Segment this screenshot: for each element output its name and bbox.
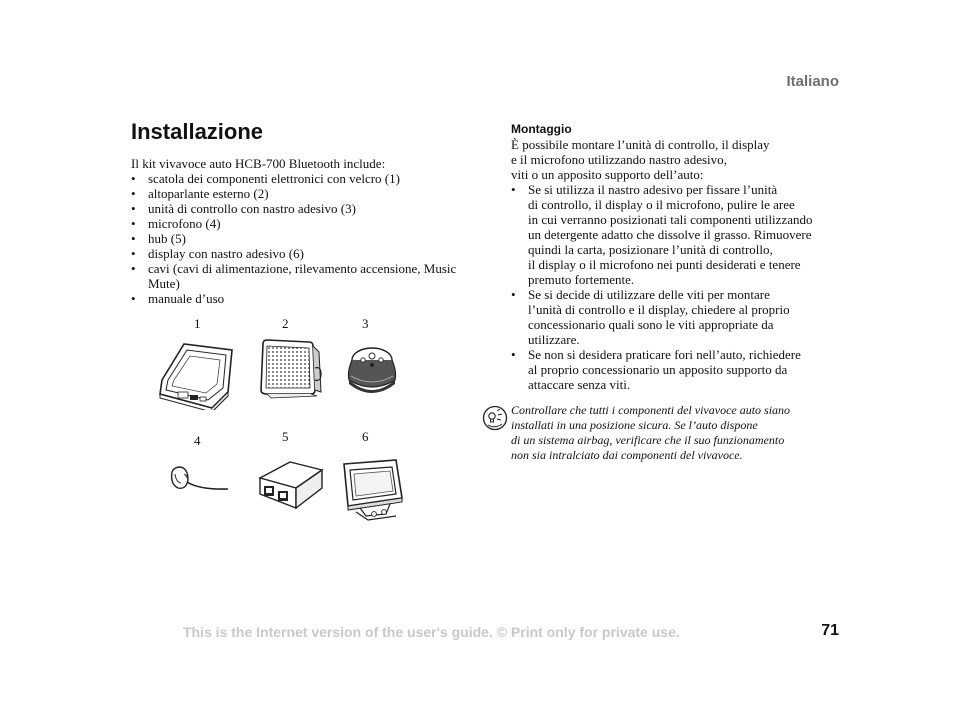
section-heading: Montaggio	[511, 122, 572, 136]
electronics-box-icon	[156, 340, 236, 410]
list-item: • scatola dei componenti elettronici con velcro (1)	[131, 171, 461, 186]
mounting-options-list	[511, 182, 841, 392]
speaker-icon	[255, 338, 325, 402]
figure-label-3: 3	[362, 316, 369, 331]
language-label: Italiano	[786, 73, 839, 90]
kit-intro: Il kit vivavoce auto HCB-700 Bluetooth include:	[131, 156, 386, 171]
microphone-icon	[166, 462, 234, 496]
tip-icon	[482, 405, 508, 431]
kit-contents-list	[131, 171, 461, 306]
page-title: Installazione	[131, 119, 264, 144]
note-text: Controllare che tutti i componenti del vivavoce auto siano installati in una posizione sicura. Se l’auto dispone di un sistema airbag, verificare che il suo funzionamento non sia intralciato dai componenti del vivavoce.	[511, 403, 791, 462]
footer-notice: This is the Internet version of the user's guide. © Print only for private use.	[183, 624, 680, 640]
list-item: • hub (5)	[131, 231, 461, 246]
list-item: • altoparlante esterno (2)	[131, 186, 461, 201]
list-item: • Se si utilizza il nastro adesivo per fissare l’unità di controllo, il display o il microfono, pulire le aree in cui verranno posizionati tali componenti utilizzando un detergente adatto che dissolve il grasso. Rimuovere quindi la carta, posizionare l’unità di controllo, il display o il microfono nei punti desiderati e tenere premuto fortemente.	[511, 182, 841, 287]
hub-icon	[256, 458, 326, 514]
mounting-intro: È possibile montare l’unità di controllo, il display e il microfono utilizzando nastro adesivo, viti o un apposito supporto dell’auto:	[511, 137, 770, 182]
list-item: • unità di controllo con nastro adesivo (3)	[131, 201, 461, 216]
control-unit-icon	[341, 338, 403, 400]
list-item: • manuale d’uso	[131, 291, 461, 306]
page-number: 71	[821, 622, 839, 639]
left-column	[131, 118, 461, 306]
figure-label-4: 4	[194, 433, 201, 448]
display-icon	[338, 456, 408, 524]
list-item: • Se non si desidera praticare fori nell’auto, richiedere al proprio concessionario un apposito supporto da attaccare senza viti.	[511, 347, 841, 392]
right-column	[511, 121, 841, 392]
list-item: • Se si decide di utilizzare delle viti per montare l’unità di controllo e il display, chiedere al proprio concessionario quali sono le viti appropriate da utilizzare.	[511, 287, 841, 347]
list-item: • display con nastro adesivo (6)	[131, 246, 461, 261]
figure-label-2: 2	[282, 316, 289, 331]
figure-label-5: 5	[282, 429, 289, 444]
figure-label-1: 1	[194, 316, 201, 331]
figure-label-6: 6	[362, 429, 369, 444]
list-item: • cavi (cavi di alimentazione, rilevamento accensione, Music Mute)	[131, 261, 461, 291]
list-item: • microfono (4)	[131, 216, 461, 231]
